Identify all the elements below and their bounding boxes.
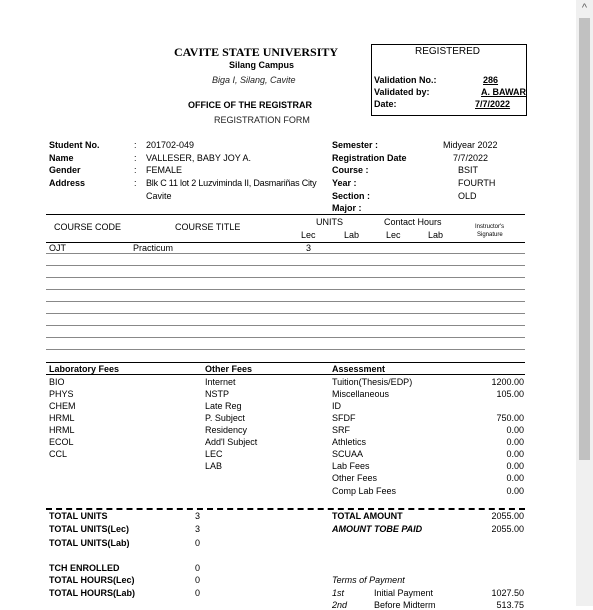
other-fee-item: NSTP <box>205 389 230 399</box>
units-header: UNITS <box>316 217 343 227</box>
colon: : <box>134 153 137 163</box>
section-value: OLD <box>458 191 477 201</box>
course-title-header: COURSE TITLE <box>175 222 241 232</box>
address-line2: Cavite <box>146 191 172 201</box>
course-value: BSIT <box>458 165 479 175</box>
registered-title: REGISTERED <box>415 46 481 57</box>
assessment-item-label: SRF <box>332 425 350 435</box>
instructor-signature-header-2: Signature <box>477 232 503 238</box>
lab-fee-item: PHYS <box>49 389 74 399</box>
course-label: Course : <box>332 165 369 175</box>
section-label: Section : <box>332 191 371 201</box>
instructor-signature-header-1: Instructor's <box>475 224 505 230</box>
semester-label: Semester : <box>332 140 379 150</box>
course-code-cell: OJT <box>49 243 66 253</box>
table-row-rule <box>46 289 525 290</box>
major-label: Major : <box>332 203 362 213</box>
campus-name: Silang Campus <box>229 60 295 70</box>
fees-header-rule <box>46 374 525 375</box>
lab-fee-item: CHEM <box>49 401 76 411</box>
other-fee-item: Late Reg <box>205 401 242 411</box>
gender-value: FEMALE <box>146 165 183 175</box>
assessment-item-amount: 0.00 <box>506 473 524 483</box>
table-header-rule <box>46 242 525 243</box>
payment-label: Initial Payment <box>374 588 434 598</box>
payment-label: Before Midterm <box>374 600 436 610</box>
tch-enrolled-value: 0 <box>195 563 201 573</box>
assessment-item-label: Comp Lab Fees <box>332 486 397 496</box>
validated-by-label: Validated by: <box>374 87 430 97</box>
table-row-rule <box>46 313 525 314</box>
assessment-item-amount: 0.00 <box>506 461 524 471</box>
student-no-label: Student No. <box>49 140 100 150</box>
amount-tobe-paid-value: 2055.00 <box>491 524 524 534</box>
hours-lab-header: Lab <box>428 230 444 240</box>
total-units-lec-label: TOTAL UNITS(Lec) <box>49 524 130 534</box>
campus-location: Biga I, Silang, Cavite <box>212 75 296 85</box>
total-hours-lab-label: TOTAL HOURS(Lab) <box>49 588 135 598</box>
table-bottom-rule <box>46 362 525 363</box>
totals-dashed-rule <box>46 508 525 510</box>
table-row-rule <box>46 325 525 326</box>
assessment-item-label: Athletics <box>332 437 367 447</box>
table-row-rule <box>46 265 525 266</box>
year-value: FOURTH <box>458 178 496 188</box>
table-row-rule <box>46 349 525 350</box>
assessment-item-amount: 0.00 <box>506 437 524 447</box>
course-lec-cell: 3 <box>306 243 312 253</box>
reg-date-label: Registration Date <box>332 153 407 163</box>
other-fee-item: Add'l Subject <box>205 437 258 447</box>
amount-tobe-paid-label: AMOUNT TOBE PAID <box>332 524 423 534</box>
scrollbar-thumb[interactable] <box>579 18 590 460</box>
reg-date-value: 7/7/2022 <box>453 153 489 163</box>
lab-fee-item: ECOL <box>49 437 74 447</box>
address-label: Address <box>49 178 86 188</box>
date-label: Date: <box>374 99 397 109</box>
other-fee-item: P. Subject <box>205 413 245 423</box>
other-fee-item: LEC <box>205 449 223 459</box>
assessment-item-amount: 0.00 <box>506 486 524 496</box>
table-row-rule <box>46 277 525 278</box>
course-title-cell: Practicum <box>133 243 174 253</box>
form-title: REGISTRATION FORM <box>214 115 310 125</box>
scroll-up-arrow-icon[interactable]: ^ <box>581 2 588 14</box>
student-no-value: 201702-049 <box>146 140 195 150</box>
payment-amount: 1027.50 <box>491 588 524 598</box>
payment-term: 1st <box>332 588 345 598</box>
assessment-item-label: SFDF <box>332 413 356 423</box>
total-hours-lec-value: 0 <box>195 575 201 585</box>
table-row-rule <box>46 253 525 254</box>
course-code-header: COURSE CODE <box>54 222 122 232</box>
assessment-item-label: Lab Fees <box>332 461 370 471</box>
table-row-rule <box>46 301 525 302</box>
colon: : <box>134 140 137 150</box>
assessment-item-amount: 105.00 <box>496 389 524 399</box>
total-units-label: TOTAL UNITS <box>49 511 108 521</box>
other-fee-item: Internet <box>205 377 236 387</box>
assessment-item-label: Miscellaneous <box>332 389 390 399</box>
table-top-rule <box>46 214 525 215</box>
tch-enrolled-label: TCH ENROLLED <box>49 563 120 573</box>
other-fees-header: Other Fees <box>205 364 253 374</box>
assessment-item-amount: 750.00 <box>496 413 524 423</box>
lab-fee-item: HRML <box>49 425 75 435</box>
name-value: VALLESER, BABY JOY A. <box>146 153 252 163</box>
total-amount-value: 2055.00 <box>491 511 524 521</box>
university-name: CAVITE STATE UNIVERSITY <box>174 45 339 59</box>
gender-label: Gender <box>49 165 81 175</box>
payment-term: 2nd <box>332 600 348 610</box>
units-lec-header: Lec <box>301 230 316 240</box>
validated-by-value: A. BAWAR <box>481 87 526 97</box>
validation-no-label: Validation No.: <box>374 75 437 85</box>
total-units-lec-value: 3 <box>195 524 201 534</box>
lab-fee-item: BIO <box>49 377 65 387</box>
other-fee-item: LAB <box>205 461 223 471</box>
lab-fees-header: Laboratory Fees <box>49 364 120 374</box>
address-line1: Blk C 11 lot 2 Luzviminda II, Dasmariñas City <box>146 178 317 188</box>
total-hours-lec-label: TOTAL HOURS(Lec) <box>49 575 135 585</box>
semester-value: Midyear 2022 <box>443 140 498 150</box>
units-lab-header: Lab <box>344 230 360 240</box>
office-title: OFFICE OF THE REGISTRAR <box>188 100 313 110</box>
lab-fee-item: HRML <box>49 413 75 423</box>
name-label: Name <box>49 153 74 163</box>
assessment-item-amount: 1200.00 <box>491 377 524 387</box>
other-fee-item: Residency <box>205 425 248 435</box>
assessment-item-label: SCUAA <box>332 449 364 459</box>
payment-amount: 513.75 <box>496 600 524 610</box>
validation-no-value: 286 <box>483 75 499 85</box>
colon: : <box>134 165 137 175</box>
contact-hours-header: Contact Hours <box>384 217 442 227</box>
total-units-value: 3 <box>195 511 201 521</box>
assessment-item-label: ID <box>332 401 341 411</box>
assessment-header: Assessment <box>332 364 386 374</box>
assessment-item-amount: 0.00 <box>506 425 524 435</box>
total-hours-lab-value: 0 <box>195 588 201 598</box>
hours-lec-header: Lec <box>386 230 401 240</box>
lab-fee-item: CCL <box>49 449 68 459</box>
total-amount-label: TOTAL AMOUNT <box>332 511 403 521</box>
table-row-rule <box>46 337 525 338</box>
year-label: Year : <box>332 178 357 188</box>
assessment-item-label: Other Fees <box>332 473 378 483</box>
assessment-item-amount: 0.00 <box>506 449 524 459</box>
total-units-lab-value: 0 <box>195 538 201 548</box>
date-value: 7/7/2022 <box>475 99 511 109</box>
assessment-item-label: Tuition(Thesis/EDP) <box>332 377 413 387</box>
terms-of-payment-label: Terms of Payment <box>332 575 405 585</box>
colon: : <box>134 178 137 188</box>
total-units-lab-label: TOTAL UNITS(Lab) <box>49 538 130 548</box>
